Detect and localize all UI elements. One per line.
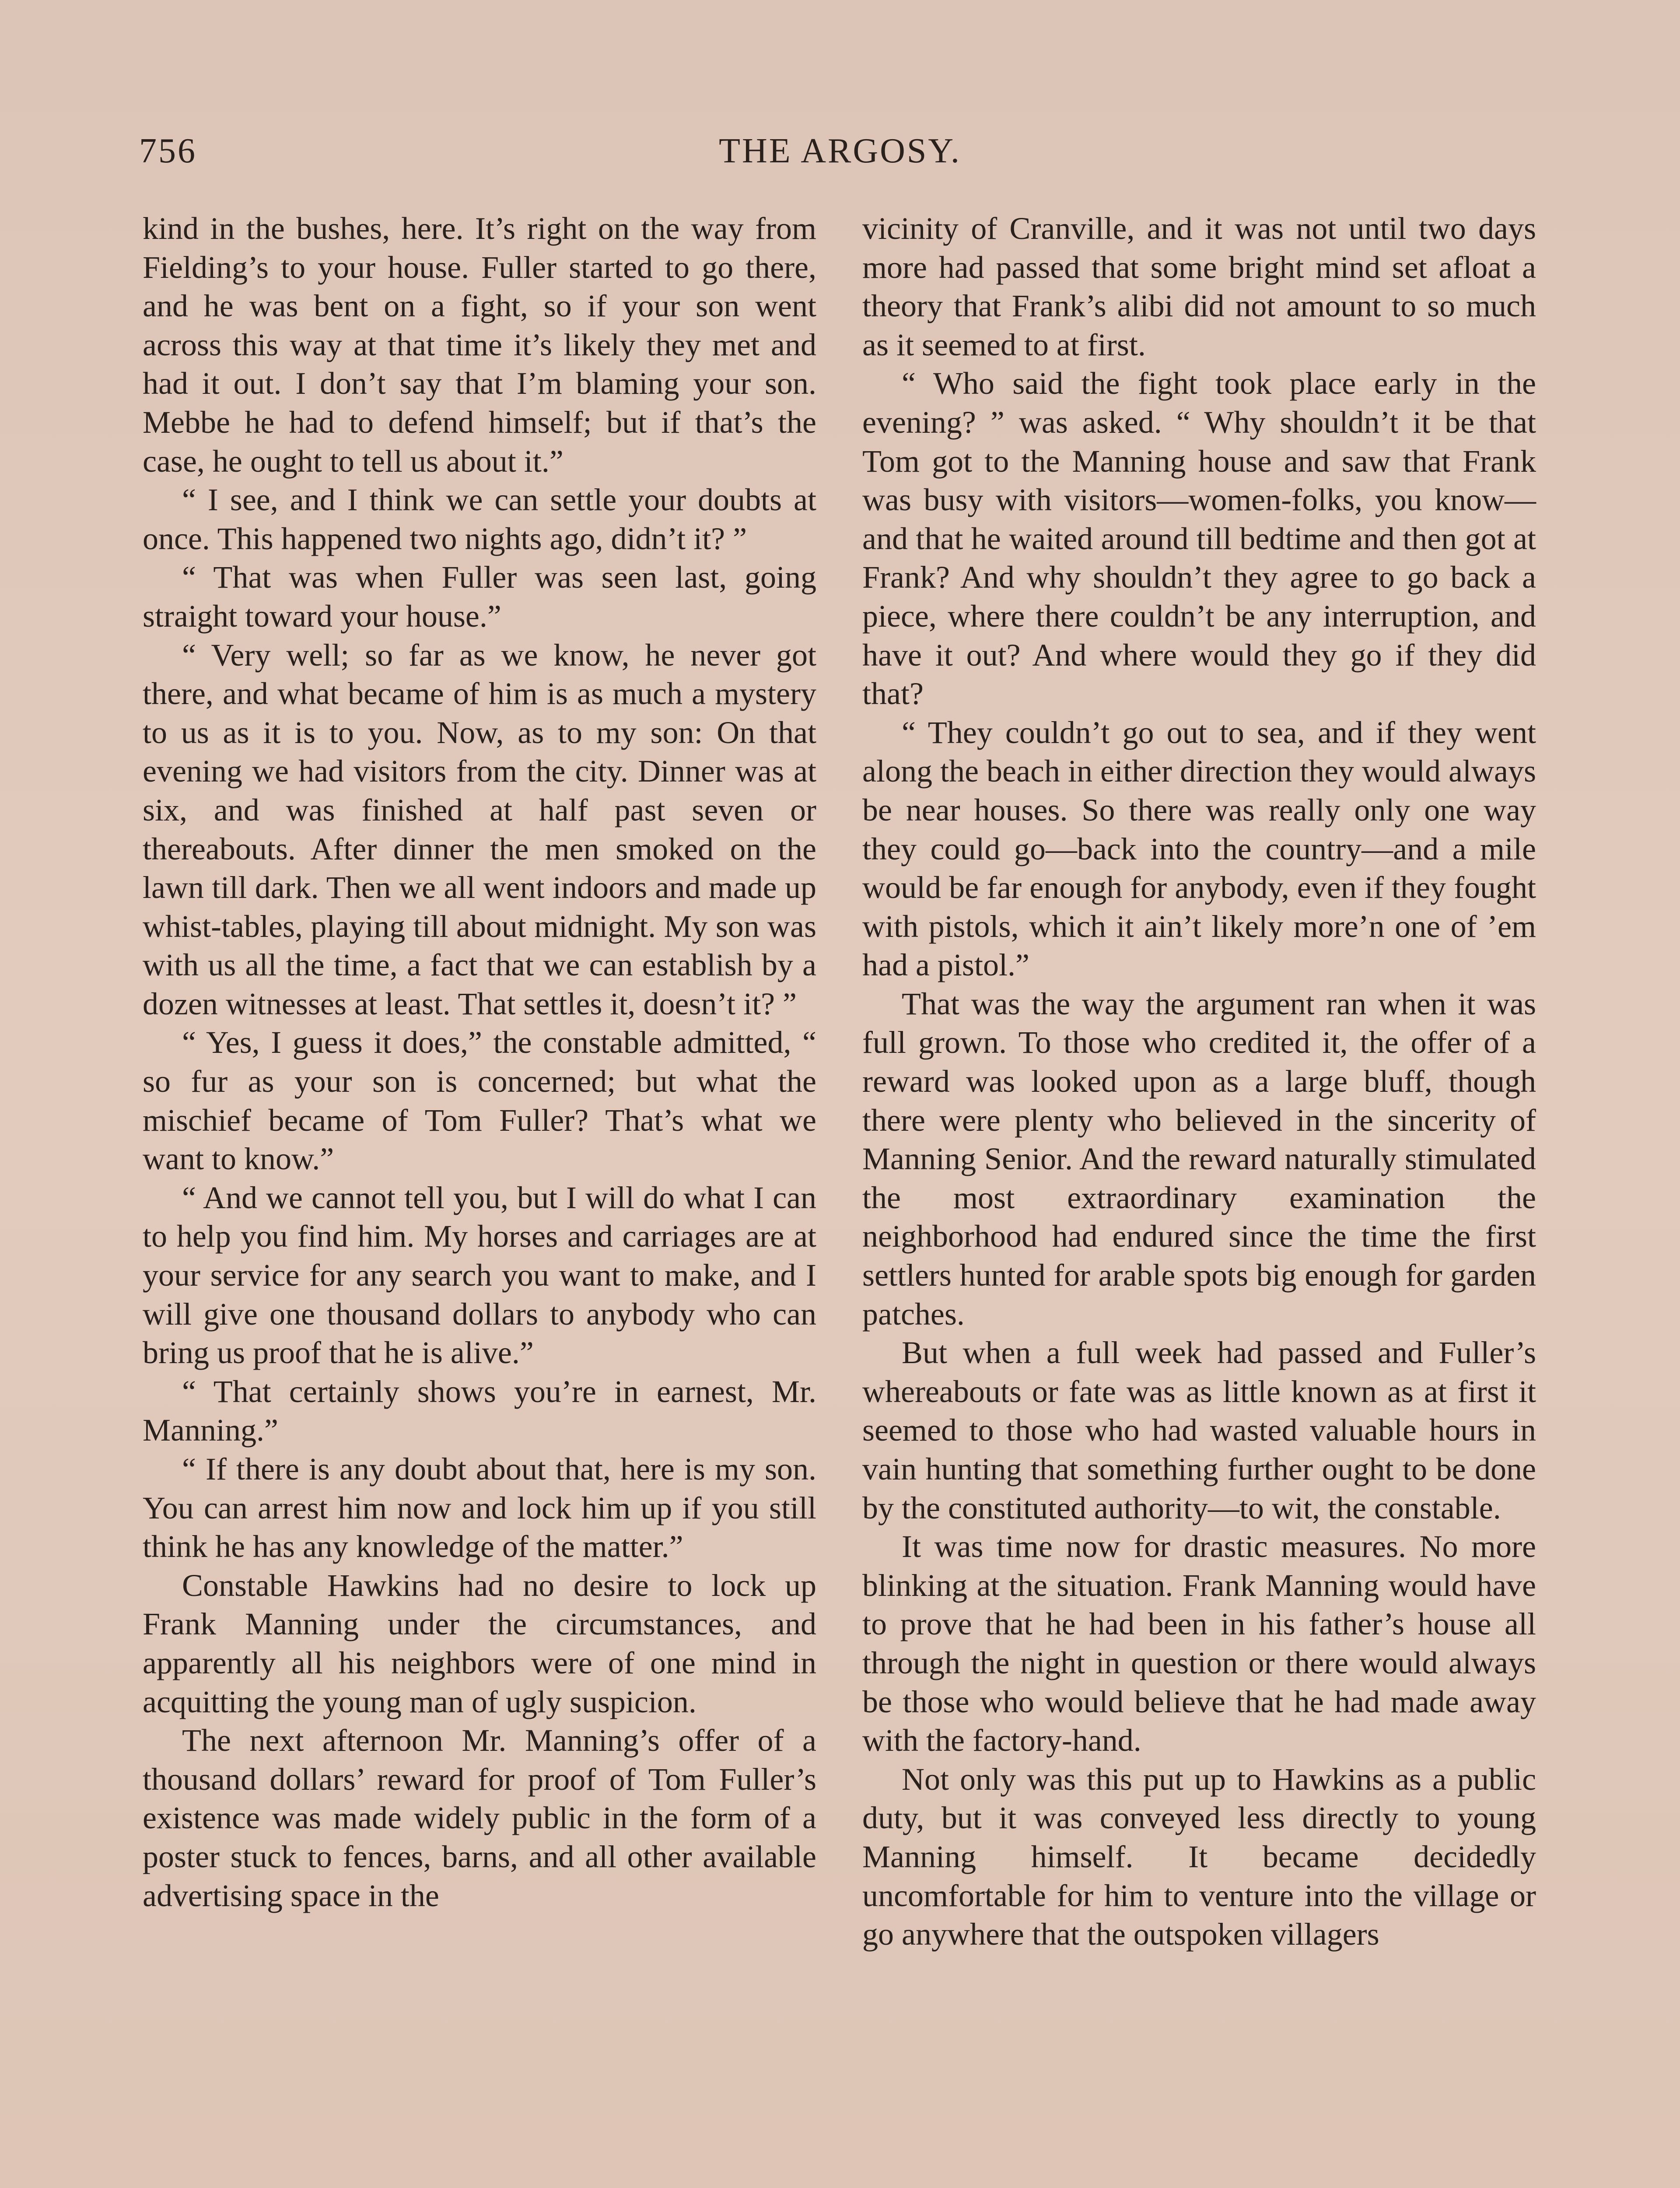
paragraph: Not only was this put up to Hawkins as a public duty, but it was conveyed less directly to young Manning himself. It became decidedly uncomfortable for him to venture into the village or go anywhere that the outspoken villagers xyxy=(862,1761,1536,1952)
paragraph: kind in the bushes, here. It’s right on the way from Fielding’s to your house. Fuller started to go there, and he was bent on a fight, so if your son went across this way at that time it’s likely they met and had it out. I don’t say that I’m blaming your son. Mebbe he had to defend himself; but if that’s the case, he ought to tell us about it.” xyxy=(143,211,816,479)
paragraph: “ I see, and I think we can settle your doubts at once. This happened two nights ago, didn’t it? ” xyxy=(143,482,816,556)
left-column xyxy=(143,209,816,2188)
paragraph: “ That certainly shows you’re in earnest, Mr. Manning.” xyxy=(143,1374,816,1448)
paragraph: “ Yes, I guess it does,” the constable admitted, “ so fur as your son is concerned; but what the mischief became of Tom Fuller? That’s what we want to know.” xyxy=(143,1025,816,1177)
paragraph: “ If there is any doubt about that, here is my son. You can arrest him now and lock him up if you still think he has any knowledge of the matter.” xyxy=(143,1452,816,1564)
paragraph: It was time now for drastic measures. No more blinking at the situation. Frank Manning would have to prove that he had been in his father’s house all through the night in question or there would always be those who would believe that he had made away with the factory-hand. xyxy=(862,1529,1536,1758)
paragraph: “ Very well; so far as we know, he never got there, and what became of him is as much a mystery to us as it is to you. Now, as to my son: On that evening we had visitors from the city. Dinner was at six, and was finished at half past seven or thereabouts. After dinner the men smoked on the lawn till dark. Then we all went indoors and made up whist-tables, playing till about midnight. My son was with us all the time, a fact that we can establish by a dozen witnesses at least. That settles it, doesn’t it? ” xyxy=(143,637,816,1021)
paragraph: The next afternoon Mr. Manning’s offer of a thousand dollars’ reward for proof of Tom Fuller’s existence was made widely public in the form of a poster stuck to fences, barns, and all other available advertising space in the xyxy=(143,1723,816,1913)
page-header xyxy=(139,131,1541,179)
paragraph: “ That was when Fuller was seen last, going straight toward your house.” xyxy=(143,560,816,634)
paragraph: “ And we cannot tell you, but I will do what I can to help you find him. My horses and carriages are at your service for any search you want to make, and I will give one thousand dollars to anybody who can bring us proof that he is alive.” xyxy=(143,1180,816,1371)
text-columns xyxy=(143,209,1536,2188)
running-title: THE ARGOSY. xyxy=(719,132,961,170)
paragraph: “ They couldn’t go out to sea, and if they went along the beach in either direction they would always be near houses. So there was really only one way they could go—back into the country—and a mile would be far enough for anybody, even if they fought with pistols, which it ain’t likely more’n one of ’em had a pistol.” xyxy=(862,715,1536,983)
paragraph: Constable Hawkins had no desire to lock up Frank Manning under the circumstances, and apparently all his neighbors were of one mind in acquitting the young man of ugly suspicion. xyxy=(143,1567,816,1719)
page-number: 756 xyxy=(139,132,197,170)
paragraph: “ Who said the fight took place early in the evening? ” was asked. “ Why shouldn’t it be that Tom got to the Manning house and saw that Frank was busy with visitors—women-folks, you know—and that he waited around till bedtime and then got at Frank? And why shouldn’t they agree to go back a piece, where there couldn’t be any interruption, and have it out? And where would they go if they did that? xyxy=(862,366,1536,712)
paragraph: vicinity of Cranville, and it was not until two days more had passed that some bright mind set afloat a theory that Frank’s alibi did not amount to so much as it seemed to at first. xyxy=(862,211,1536,362)
right-column xyxy=(862,209,1536,2188)
paragraph: But when a full week had passed and Fuller’s whereabouts or fate was as little known as at first it seemed to those who had wasted valuable hours in vain hunting that something further ought to be done by the constituted authority—to wit, the constable. xyxy=(862,1335,1536,1525)
paragraph: That was the way the argument ran when it was full grown. To those who credited it, the offer of a reward was looked upon as a large bluff, though there were plenty who believed in the sincerity of Manning Senior. And the reward naturally stimulated the most extraordinary examination the neighborhood had endured since the time the first settlers hunted for arable spots big enough for garden patches. xyxy=(862,986,1536,1332)
